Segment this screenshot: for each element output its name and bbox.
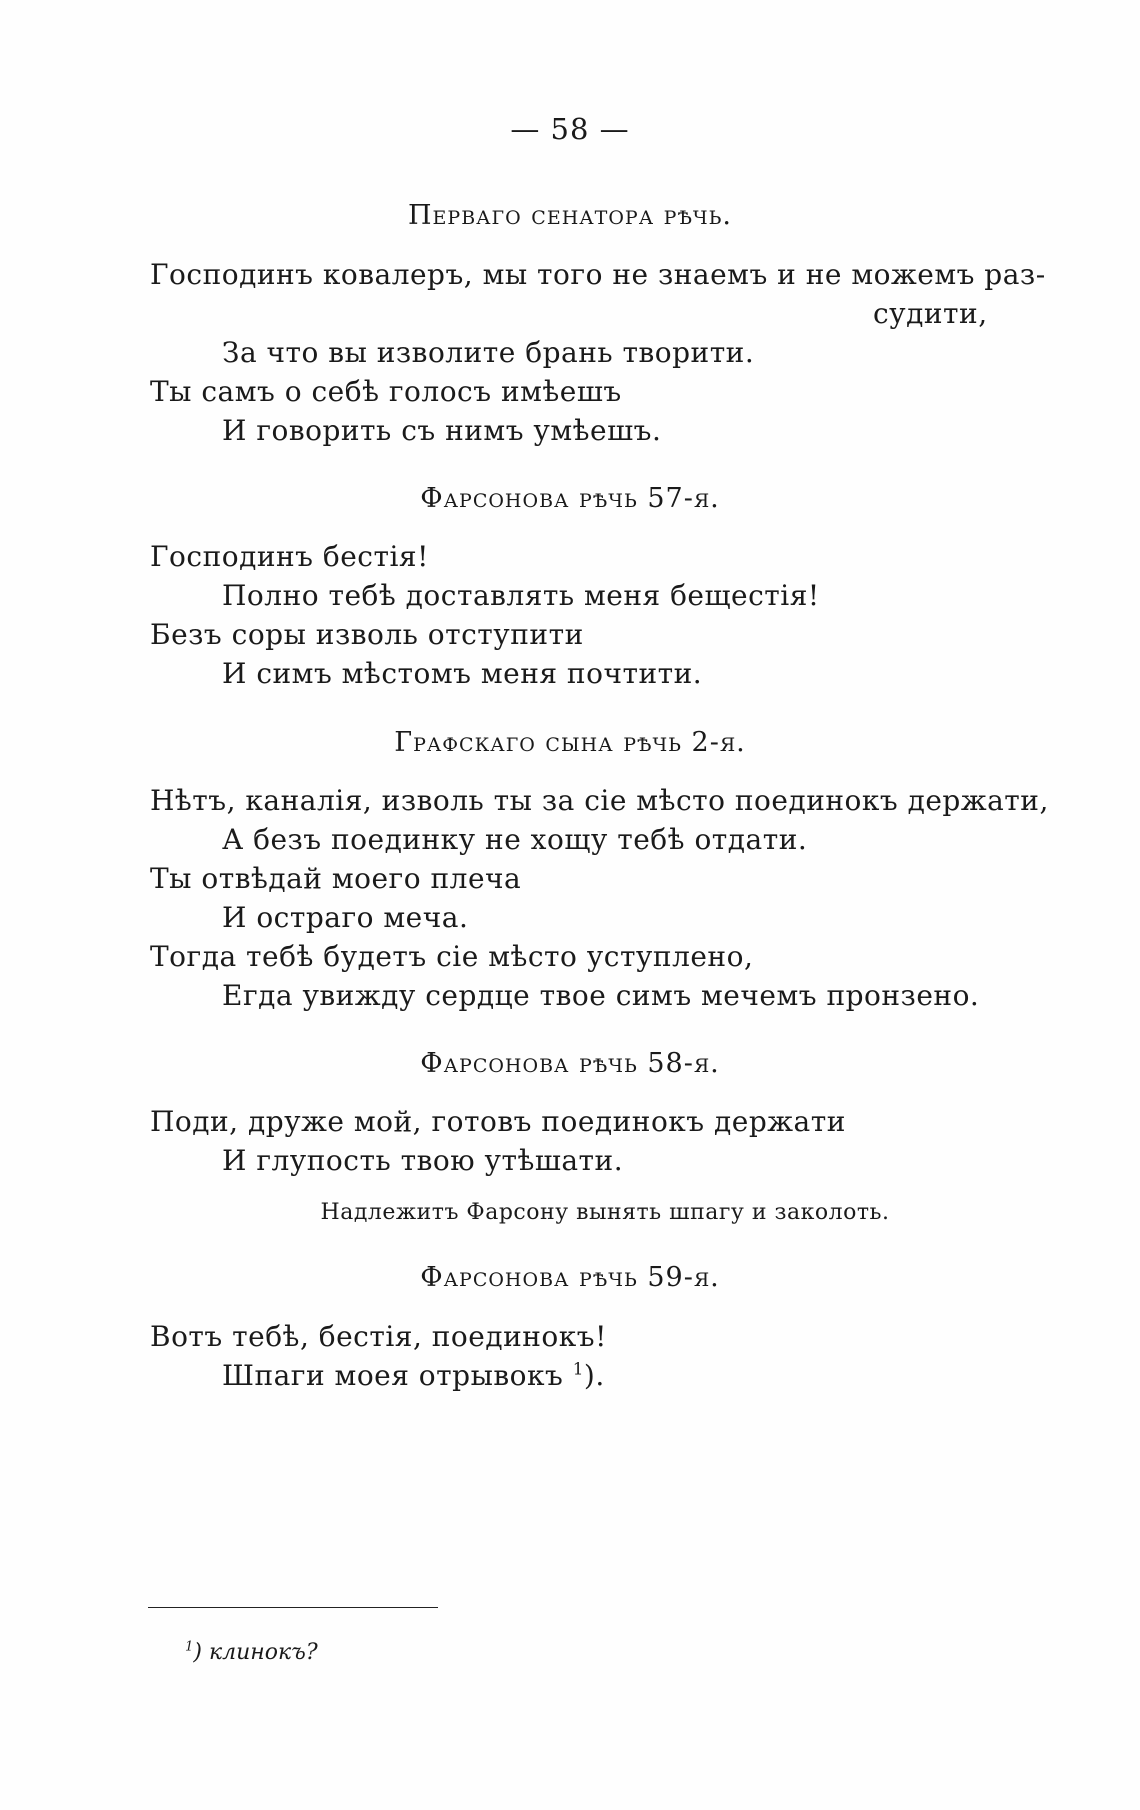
verse-line: И остраго меча. [222, 901, 469, 934]
verse-line: И глупость твою утѣшати. [222, 1144, 624, 1177]
verse-line: Безъ соры изволь отступити [150, 618, 584, 651]
page-number: — 58 — [510, 112, 630, 146]
speech-heading: Фарсонова рѣчь 59-я. [420, 1262, 720, 1293]
footnote-marker-suffix: ) [193, 1640, 202, 1665]
verse-line: Тогда тебѣ будетъ сіе мѣсто уступлено, [150, 940, 754, 973]
verse-line: А безъ поединку не хощу тебѣ отдати. [222, 823, 808, 856]
speech-heading: Перваго сенатора рѣчь. [408, 200, 732, 231]
verse-line: Нѣтъ, каналія, изволь ты за сіе мѣсто поединокъ держати, [150, 784, 1049, 817]
verse-line-continuation: судити, [873, 297, 988, 330]
speech-heading: Фарсонова рѣчь 57-я. [420, 483, 720, 514]
verse-line: И симъ мѣстомъ меня почтити. [222, 657, 703, 690]
footnote-text: клинокъ? [208, 1640, 318, 1665]
verse-line: Господинъ ковалеръ, мы того не знаемъ и не можемъ раз- [150, 258, 1046, 291]
verse-line: За что вы изволите брань творити. [222, 336, 755, 369]
verse-line-end: ). [583, 1359, 605, 1392]
footnote-reference: 1 [572, 1358, 584, 1379]
verse-line-text: Шпаги моея отрывокъ [222, 1359, 564, 1392]
stage-direction: Надлежитъ Фарсону вынять шпагу и заколоть. [320, 1200, 890, 1225]
footnote [185, 1640, 318, 1665]
verse-line: Господинъ бестія! [150, 540, 429, 573]
verse-line: Ты отвѣдай моего плеча [150, 862, 522, 895]
verse-line: Ты самъ о себѣ голосъ имѣешъ [150, 375, 622, 408]
verse-line: Поди, друже мой, готовъ поединокъ держати [150, 1105, 846, 1138]
verse-line: И говорить съ нимъ умѣешъ. [222, 414, 662, 447]
verse-line: Полно тебѣ доставлять меня бещестія! [222, 579, 820, 612]
verse-line-with-note [222, 1359, 605, 1392]
footnote-divider [148, 1607, 438, 1608]
speech-heading: Фарсонова рѣчь 58-я. [420, 1048, 720, 1079]
speech-heading: Графскаго сына рѣчь 2-я. [394, 727, 746, 758]
verse-line: Егда увижду сердце твое симъ мечемъ пронзено. [222, 979, 980, 1012]
footnote-marker: 1 [185, 1639, 194, 1655]
verse-line: Вотъ тебѣ, бестія, поединокъ! [150, 1320, 607, 1353]
